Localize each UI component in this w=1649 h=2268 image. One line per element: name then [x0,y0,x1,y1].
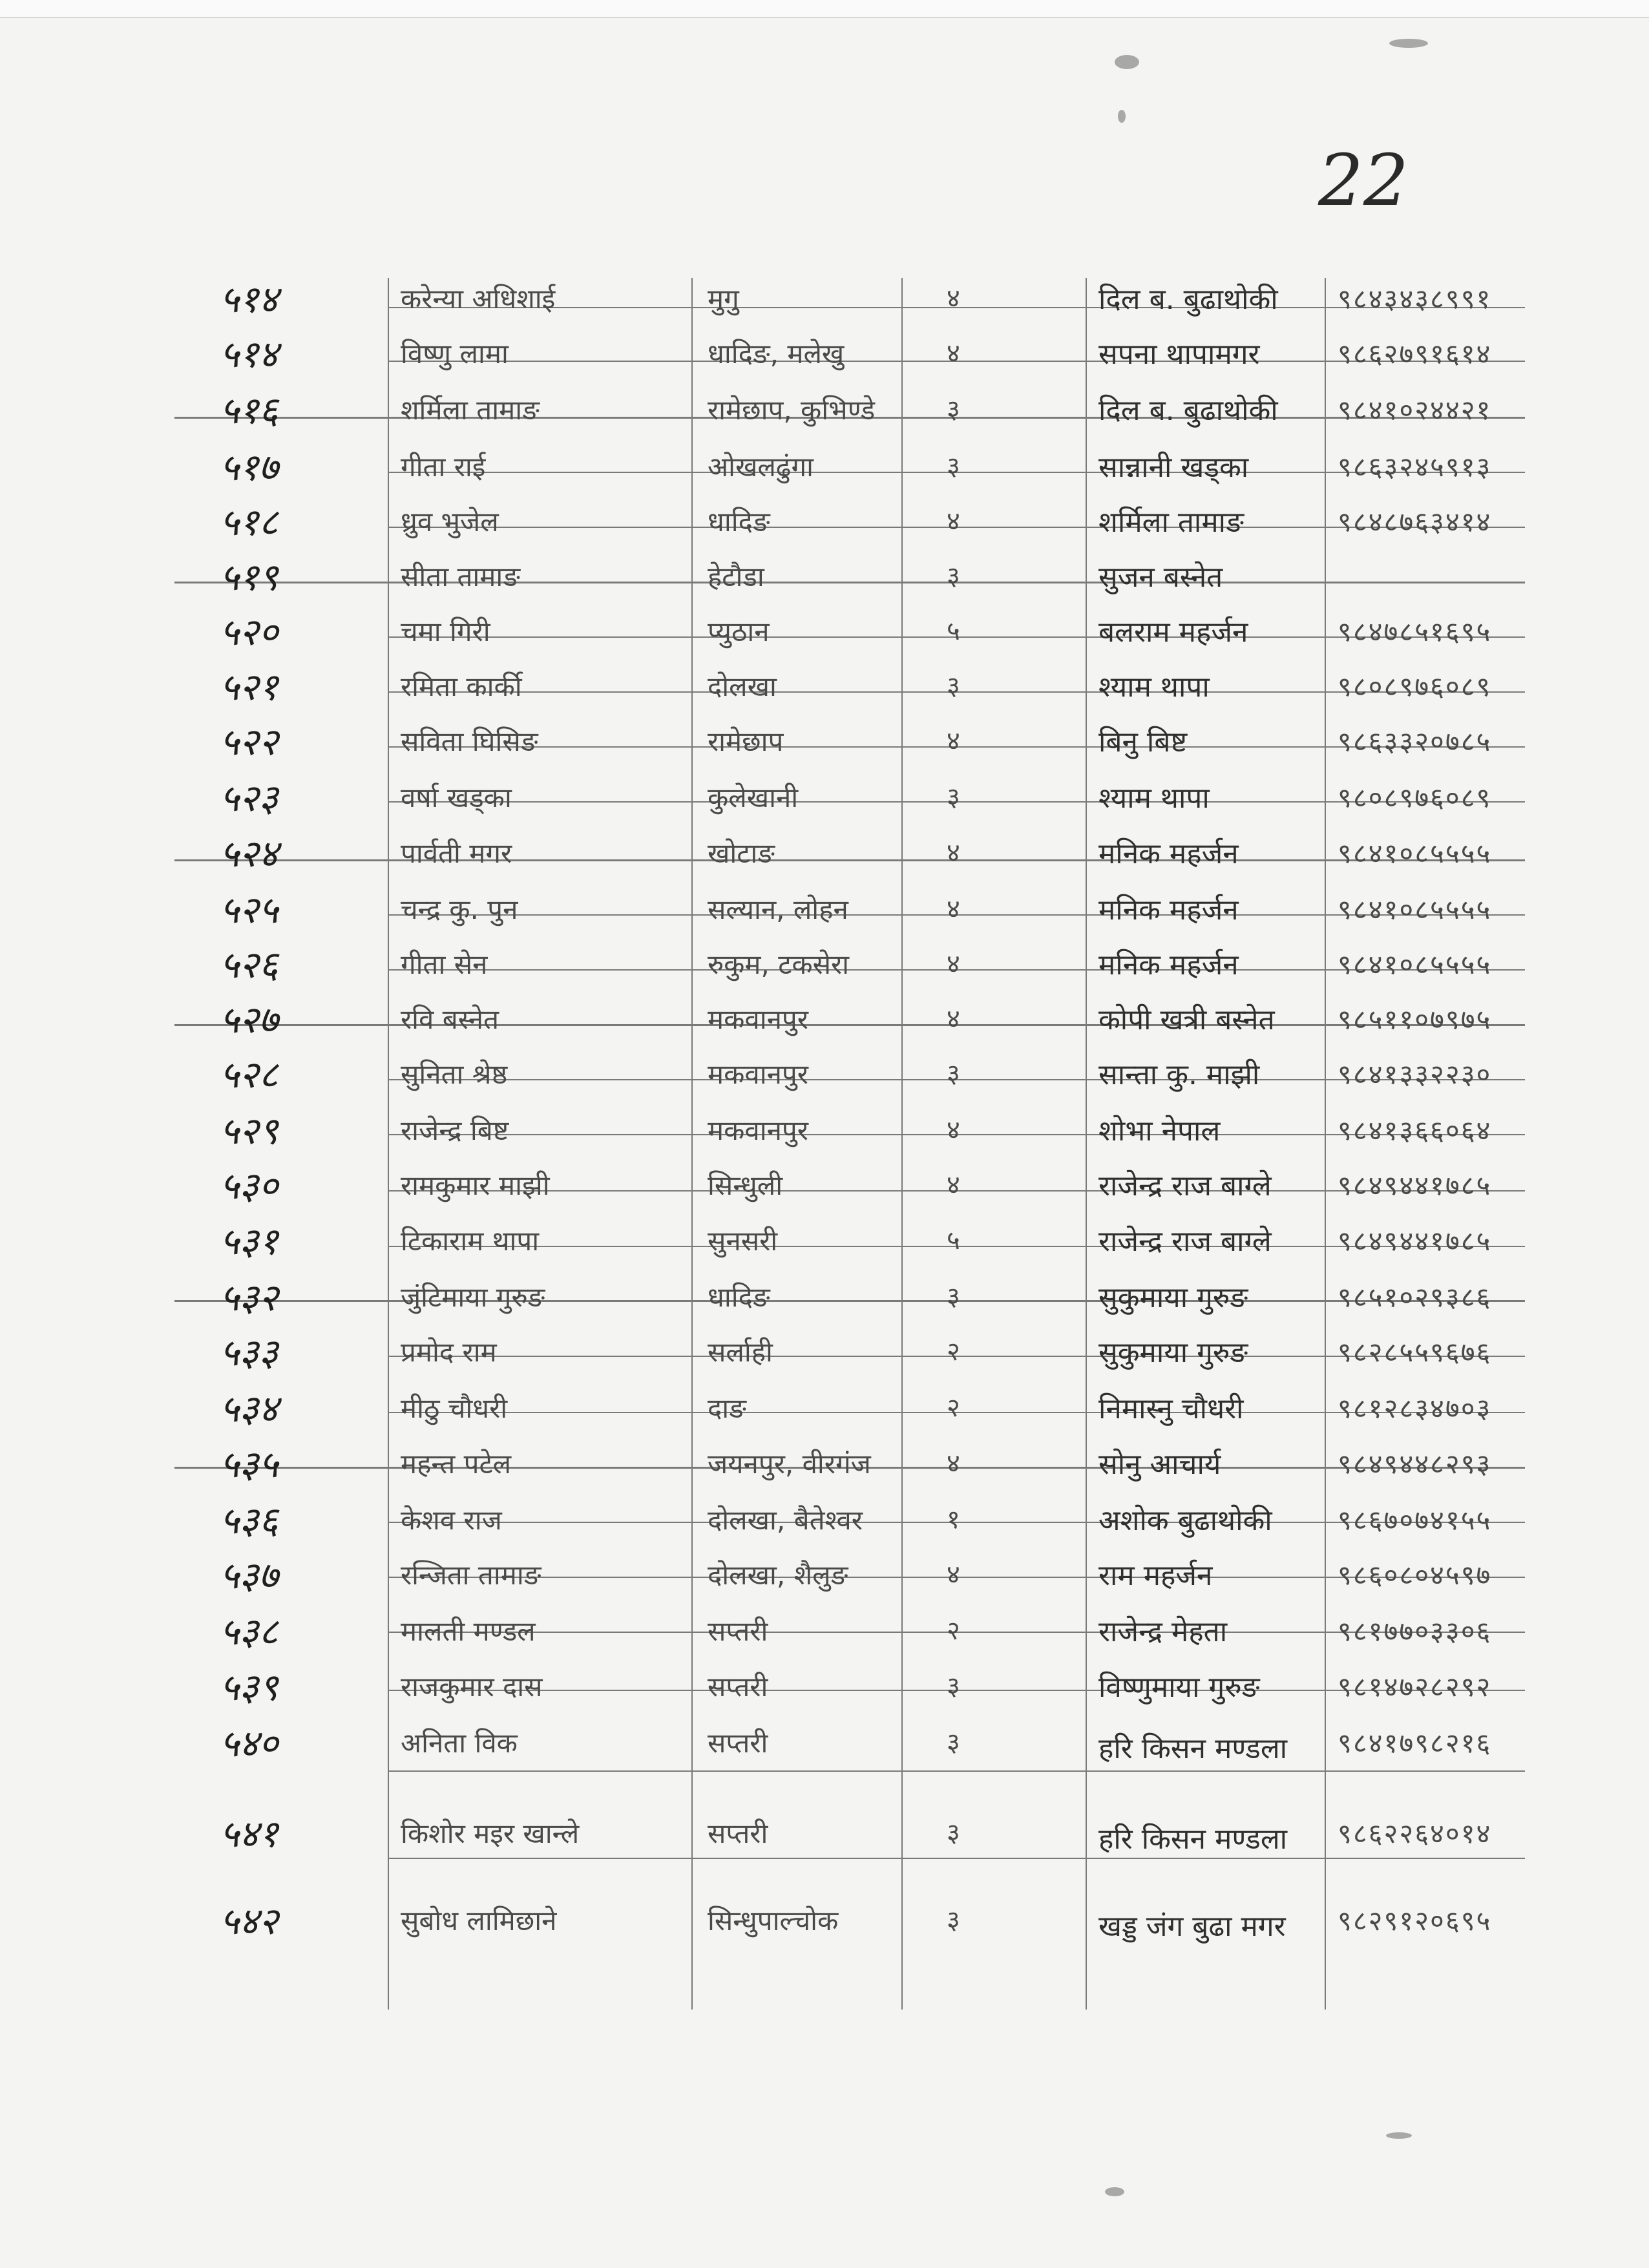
row-grade: ४ [947,339,960,368]
row-contact-person: श्याम थापा [1098,782,1210,815]
row-name: सविता घिसिङ [401,726,538,757]
row-contact-person: श्याम थापा [1098,671,1210,704]
row-phone: ९८०८९७६०८९ [1338,671,1492,702]
row-serial-number: ५२४ [220,832,278,876]
row-serial-number: ५३० [220,1164,278,1208]
row-name: रन्जिता तामाङ [401,1559,541,1591]
row-serial-number: ५३३ [220,1330,278,1374]
row-serial-number: ५२९ [220,1109,278,1153]
row-serial-number: ५३२ [220,1276,278,1319]
row-contact-person: निमास्नु चौधरी [1098,1392,1244,1425]
row-grade: ४ [947,1115,960,1145]
row-contact-person: सुजन बस्नेत [1098,561,1223,594]
table-column-rule [691,278,693,2010]
row-phone: ९८१७७०३३०६ [1338,1615,1492,1647]
row-phone: ९८१४७२८२९२ [1338,1671,1492,1703]
row-contact-person: राम महर्जन [1098,1559,1213,1592]
row-name: रमिता कार्की [401,671,522,702]
row-serial-number: ५३५ [220,1442,278,1486]
row-phone: ९८६३२४५९१३ [1338,451,1492,483]
row-contact-person: राजेन्द्र राज बाग्ले [1098,1170,1272,1202]
row-serial-number: ५२१ [220,665,278,709]
row-name: पार्वती मगर [401,837,512,869]
row-name: रामकुमार माझी [401,1170,550,1201]
row-phone: ९८४३४३८९९१ [1338,283,1492,315]
row-phone: ९८४१७९८२१६ [1338,1727,1492,1759]
row-phone: ९८४८७६३४१४ [1338,506,1492,538]
row-address: मकवानपुर [708,1115,808,1146]
row-address: सिन्धुपाल्चोक [708,1905,839,1937]
table-column-rule [1325,278,1326,2010]
table-column-rule [901,278,903,2010]
scan-speck [1118,110,1126,123]
row-grade: ४ [947,507,960,536]
row-grade: ४ [947,1449,960,1478]
row-grade: ३ [947,1906,960,1935]
scan-speck [1389,39,1428,48]
row-contact-person: शोभा नेपाल [1098,1115,1221,1148]
row-contact-person: सपना थापामगर [1098,338,1260,371]
row-name: प्रमोद राम [401,1336,497,1368]
row-serial-number: ५३४ [220,1387,278,1431]
row-address: दोलखा [708,671,777,702]
row-serial-number: ५२७ [220,998,278,1042]
row-address: धादिङ [708,1281,770,1313]
row-address: कुलेखानी [708,782,799,814]
row-phone: ९८१२८३४७०३ [1338,1392,1492,1424]
row-address: मकवानपुर [708,1003,808,1035]
row-contact-person: हरि किसन मण्डला [1098,1823,1288,1856]
row-serial-number: ५३९ [220,1665,278,1709]
row-grade: ४ [947,894,960,924]
row-address: मुगु [708,283,739,315]
row-serial-number: ५३६ [220,1498,278,1542]
paper-top-edge [0,0,1649,18]
row-grade: ३ [947,1059,960,1089]
row-phone: ९८४१०८५५५५ [1338,837,1492,869]
page-number: 22 [1318,139,1409,222]
row-grade: ३ [947,1728,960,1758]
row-name: सुनिता श्रेष्ठ [401,1058,508,1090]
row-phone: ९८४७८५१६९५ [1338,616,1492,647]
row-address: धादिङ [708,506,770,538]
row-address: सल्यान, लोहन [708,894,848,925]
scan-speck [1115,55,1139,69]
row-name: सुबोध लामिछाने [401,1905,557,1937]
table-column-rule [388,278,389,2010]
row-grade: २ [947,1337,960,1367]
row-name: करेन्या अधिशाई [401,283,556,315]
row-phone: ९८६३३२०७८५ [1338,726,1492,757]
row-grade: १ [947,1505,960,1535]
row-address: रुकुम, टकसेरा [708,949,850,980]
scan-speck [1386,2132,1412,2139]
row-contact-person: सुकुमाया गुरुङ [1098,1336,1248,1369]
row-grade: २ [947,1616,960,1646]
row-contact-person: शर्मिला तामाङ [1098,506,1245,539]
row-contact-person: मनिक महर्जन [1098,894,1239,927]
row-phone: ९८५११०७९७५ [1338,1003,1492,1035]
row-name: विष्णु लामा [401,338,509,370]
row-serial-number: ५१८ [220,500,278,544]
row-name: अनिता विक [401,1727,518,1759]
row-grade: ३ [947,1282,960,1312]
row-serial-number: ५३८ [220,1610,278,1654]
row-contact-person: सुकुमाया गुरुङ [1098,1281,1248,1314]
row-address: सिन्धुली [708,1170,783,1201]
row-grade: ४ [947,1004,960,1034]
row-phone: ९८४१०८५५५५ [1338,949,1492,980]
row-name: टिकाराम थापा [401,1225,540,1257]
row-phone: ९८२९१२०६९५ [1338,1905,1492,1937]
row-name: वर्षा खड्का [401,782,512,814]
row-phone: ९८५१०२९३८६ [1338,1281,1492,1313]
row-serial-number: ५२८ [220,1053,278,1097]
row-name: महन्त पटेल [401,1448,512,1480]
row-phone: ९८४९४४१७८५ [1338,1225,1492,1257]
row-contact-person: हरि किसन मण्डला [1098,1732,1288,1765]
row-contact-person: खड्ड जंग बुढा मगर [1098,1910,1286,1943]
row-address: सप्तरी [708,1727,768,1759]
table-rule [174,859,1525,861]
table-rule [174,1024,1525,1026]
row-name: चन्द्र कु. पुन [401,894,518,925]
row-phone: ९८४९४४१७८५ [1338,1170,1492,1201]
row-contact-person: विष्णुमाया गुरुङ [1098,1671,1260,1704]
row-name: चमा गिरी [401,616,490,647]
row-serial-number: ५४१ [220,1812,278,1856]
row-phone: ९८४१३६६०६४ [1338,1115,1492,1146]
row-serial-number: ५३१ [220,1219,278,1263]
row-grade: ३ [947,782,960,812]
row-address: जयनपुर, वीरगंज [708,1448,871,1480]
row-grade: ३ [947,1818,960,1848]
row-address: रामेछाप [708,726,784,757]
table-rule [388,1858,1525,1859]
row-grade: ५ [947,1226,960,1255]
row-grade: ३ [947,562,960,591]
row-grade: २ [947,1393,960,1423]
row-name: शर्मिला तामाङ [401,394,540,426]
row-contact-person: कोपी खत्री बस्नेत [1098,1003,1275,1036]
row-contact-person: बलराम महर्जन [1098,616,1248,649]
row-address: प्युठान [708,616,770,647]
row-address: सप्तरी [708,1818,768,1849]
table-rule [174,582,1525,583]
row-address: सप्तरी [708,1671,768,1703]
row-name: गीता सेन [401,949,488,980]
row-serial-number: ५१४ [220,332,278,376]
row-serial-number: ५१७ [220,445,278,489]
row-name: रवि बस्नेत [401,1003,499,1035]
row-grade: ४ [947,949,960,979]
row-grade: ३ [947,452,960,481]
row-address: रामेछाप, कुभिण्डे [708,394,876,426]
row-contact-person: मनिक महर्जन [1098,949,1239,982]
row-name: केशव राज [401,1504,502,1536]
row-grade: ३ [947,395,960,425]
row-phone: ९८२८५५९६७६ [1338,1336,1492,1368]
row-name: सीता तामाङ [401,561,521,593]
row-address: मकवानपुर [708,1058,808,1090]
row-grade: ३ [947,671,960,701]
row-serial-number: ५४२ [220,1899,278,1943]
row-phone: ९८६२७९१६१४ [1338,338,1492,370]
row-grade: ५ [947,616,960,646]
row-name: मालती मण्डल [401,1615,536,1647]
row-serial-number: ५२३ [220,776,278,820]
row-phone: ९८०८९७६०८९ [1338,782,1492,814]
row-serial-number: ५४० [220,1721,278,1765]
row-grade: ४ [947,1560,960,1590]
row-contact-person: बिनु बिष्ट [1098,726,1188,759]
row-serial-number: ५२० [220,610,278,654]
row-contact-person: सान्ता कु. माझी [1098,1058,1260,1091]
table-rule [174,1300,1525,1302]
row-grade: ३ [947,1672,960,1701]
row-serial-number: ५१९ [220,555,278,599]
row-serial-number: ५१४ [220,277,278,321]
row-serial-number: ५२२ [220,720,278,764]
row-address: हेटौडा [708,561,764,593]
row-address: सप्तरी [708,1615,768,1647]
row-name: राजेन्द्र बिष्ट [401,1115,509,1146]
row-address: सुनसरी [708,1225,778,1257]
row-serial-number: ५३७ [220,1553,278,1597]
row-address: दोलखा, शैलुङ [708,1559,848,1591]
row-contact-person: राजेन्द्र राज बाग्ले [1098,1225,1272,1258]
row-name: राजकुमार दास [401,1671,543,1703]
row-address: सर्लाही [708,1336,773,1368]
table-column-rule [1086,278,1087,2010]
row-name: किशोर मइर खान्ले [401,1818,580,1849]
row-address: खोटाङ [708,837,775,869]
row-contact-person: सान्नानी खड्का [1098,451,1249,484]
row-grade: ४ [947,1170,960,1200]
row-address: धादिङ, मलेखु [708,338,845,370]
row-phone: ९८६०८०४५९७ [1338,1559,1492,1591]
row-name: जुंटिमाया गुरुङ [401,1281,545,1313]
row-phone: ९८४१३३२२३० [1338,1058,1492,1090]
row-grade: ४ [947,284,960,313]
row-phone: ९८४९४४८२९३ [1338,1448,1492,1480]
row-contact-person: दिल ब. बुढाथोकी [1098,283,1278,316]
row-address: ओखलढुंगा [708,451,814,483]
row-address: दाङ [708,1392,746,1424]
row-address: दोलखा, बैतेश्वर [708,1504,863,1536]
row-phone: ९८६७०७४१५५ [1338,1504,1492,1536]
scan-speck [1105,2187,1124,2196]
row-phone: ९८६२२६४०१४ [1338,1818,1492,1849]
row-serial-number: ५१६ [220,388,278,432]
row-phone: ९८४१०२४४२१ [1338,394,1492,426]
row-phone: ९८४१०८५५५५ [1338,894,1492,925]
row-contact-person: मनिक महर्जन [1098,837,1239,870]
row-contact-person: सोनु आचार्य [1098,1448,1221,1481]
row-name: ध्रुव भुजेल [401,506,499,538]
row-contact-person: अशोक बुढाथोकी [1098,1504,1272,1537]
row-grade: ४ [947,838,960,868]
row-serial-number: ५२६ [220,943,278,987]
row-contact-person: दिल ब. बुढाथोकी [1098,394,1278,427]
row-contact-person: राजेन्द्र मेहता [1098,1615,1228,1648]
row-grade: ४ [947,726,960,756]
table-rule [388,1770,1525,1772]
row-name: मीठु चौधरी [401,1392,508,1424]
row-serial-number: ५२५ [220,888,278,932]
row-name: गीता राई [401,451,486,483]
